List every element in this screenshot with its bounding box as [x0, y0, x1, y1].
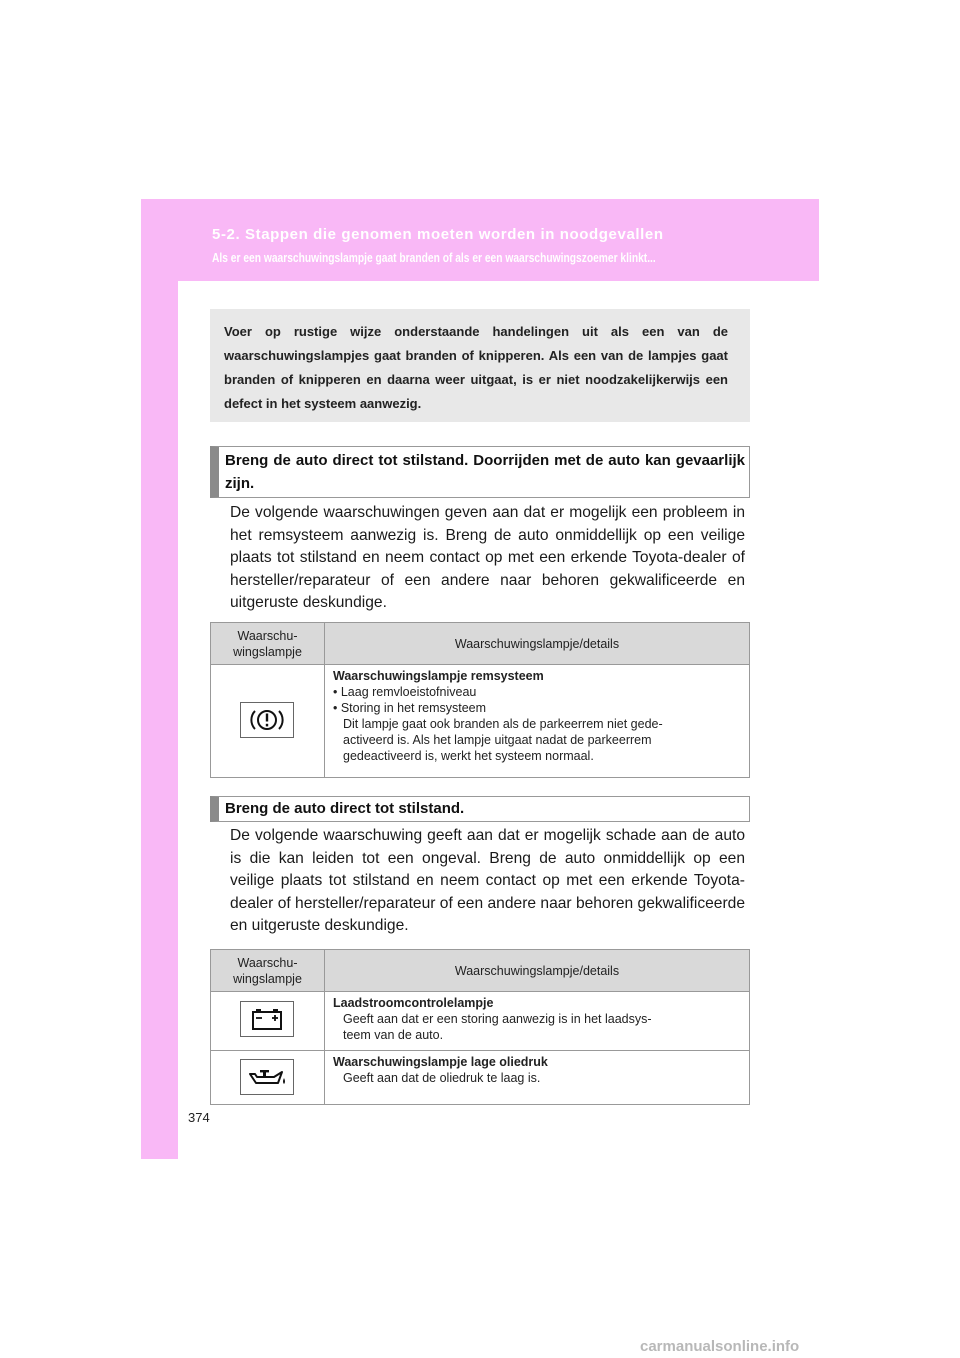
page-number: 374: [188, 1110, 210, 1125]
column-header-light: Waarschu- wingslampje: [211, 623, 325, 665]
column-header-details: Waarschuwingslampje/details: [325, 950, 750, 992]
details-cell: Laadstroomcontrolelampje Geeft aan dat er een storing aanwezig is in het laadsys- teem van de auto.: [325, 992, 750, 1051]
table-row: [211, 992, 750, 1051]
warning-table-1: [210, 622, 750, 778]
table-row: [211, 665, 750, 778]
section-title: 5-2. Stappen die genomen moeten worden in noodgevallen: [212, 226, 664, 243]
intro-note: Voer op rustige wijze onderstaande handelingen uit als een van de waarschuwingslampjes gaat branden of knipperen. Als een van de lampjes gaat branden of knipperen en daarna weer uitgaat, is er niet noodzakelijkerwijs een defect in het systeem aanwezig.: [210, 309, 750, 422]
watermark: carmanualsonline.info: [640, 1338, 800, 1355]
icon-cell: [211, 992, 325, 1051]
warning-heading-1: Breng de auto direct tot stilstand. Doorrijden met de auto kan gevaarlijk zijn.: [210, 446, 750, 498]
details-cell: Waarschuwingslampje lage oliedruk Geeft aan dat de oliedruk te laag is.: [325, 1051, 750, 1105]
details-cell: Waarschuwingslampje remsysteem • Laag remvloeistofniveau • Storing in het remsysteem Dit lampje gaat ook branden als de parkeerrem niet gede- activeerd is. Als het lampje uitgaat nadat de parkeerrem gedeactiveerd is, werkt het systeem normaal.: [325, 665, 750, 778]
sub-title: Als er een waarschuwingslampje gaat branden of als er een waarschuwingszoemer klinkt...: [212, 251, 656, 265]
brake-warning-icon: [240, 702, 294, 738]
column-header-light: Waarschu- wingslampje: [211, 950, 325, 992]
warning-table-2: [210, 949, 750, 1105]
body-text-2: De volgende waarschuwing geeft aan dat er mogelijk schade aan de auto is die kan leiden tot een ongeval. Breng de auto onmiddellijk op een veilige plaats tot stilstand en neem contact op met een erkende Toyota-dealer of hersteller/reparateur of een andere naar behoren gekwalificeerde en uitgeruste deskundige.: [230, 827, 745, 935]
icon-cell: [211, 1051, 325, 1105]
battery-charge-icon: [240, 1001, 294, 1037]
icon-cell: [211, 665, 325, 778]
oil-pressure-icon: [240, 1059, 294, 1095]
left-margin-bar: [141, 199, 178, 1159]
body-text-1: De volgende waarschuwingen geven aan dat er mogelijk een probleem in het remsysteem aanwezig is. Breng de auto onmiddellijk op een veilige plaats tot stilstand en neem contact op met een erkende Toyota-dealer of hersteller/reparateur of een andere naar behoren gekwalificeerde en uitgeruste deskundige.: [230, 504, 745, 612]
table-row: [211, 1051, 750, 1105]
warning-heading-2: Breng de auto direct tot stilstand.: [210, 796, 750, 822]
column-header-details: Waarschuwingslampje/details: [325, 623, 750, 665]
